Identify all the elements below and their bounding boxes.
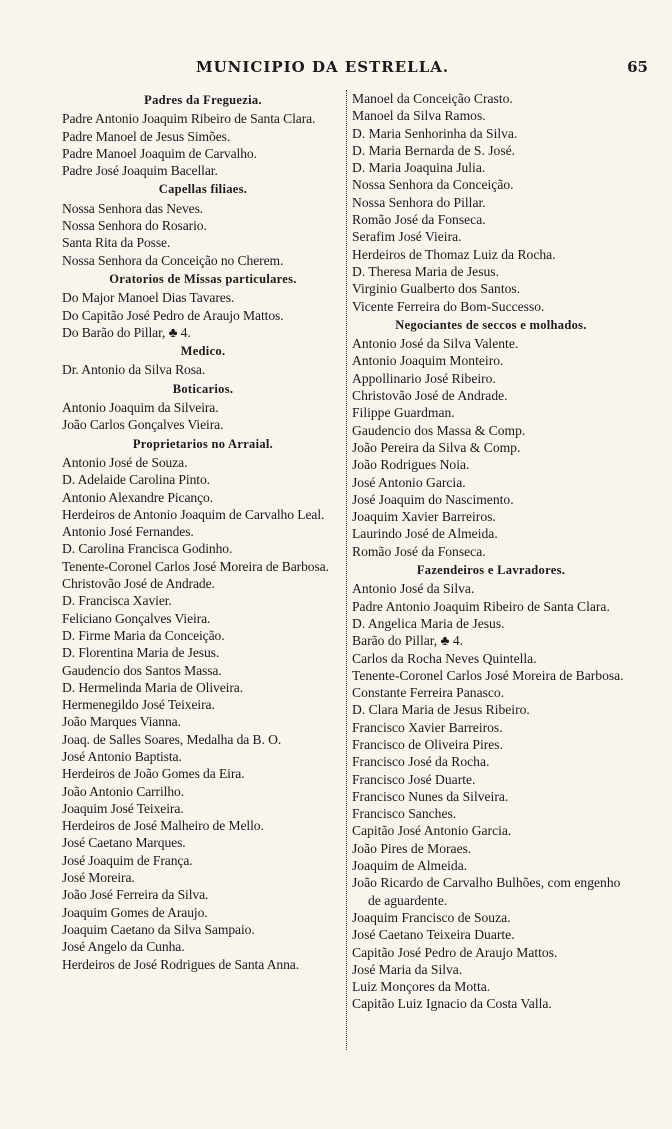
list-item: Gaudencio dos Massa & Comp. (352, 422, 526, 438)
list-item: Tenente-Coronel Carlos José Moreira de Barbosa. (62, 558, 329, 574)
section-heading: Oratorios de Missas particulares. (109, 271, 297, 286)
list-item: Antonio José Fernandes. (62, 524, 194, 540)
list-item: D. Maria Senhorinha da Silva. (352, 125, 518, 141)
list-item: Romão José da Fonseca. (352, 543, 486, 559)
list-item: Francisco José da Rocha. (352, 754, 490, 770)
list-item: Hermenegildo José Teixeira. (62, 697, 215, 713)
list-item: D. Clara Maria de Jesus Ribeiro. (352, 702, 530, 718)
section-heading: Fazendeiros e Lavradores. (416, 563, 566, 578)
section-heading: Negociantes de seccos e molhados. (395, 317, 587, 332)
list-item: D. Theresa Maria de Jesus. (352, 263, 499, 279)
list-item: Joaq. de Salles Soares, Medalha da B. O. (62, 731, 282, 747)
list-item: João Pereira da Silva & Comp. (352, 439, 521, 455)
list-item: José Joaquim do Nascimento. (352, 491, 514, 507)
list-item: Capitão José Pedro de Araujo Mattos. (352, 944, 558, 960)
list-item: Francisco José Duarte. (352, 771, 476, 787)
list-item: Tenente-Coronel Carlos José Moreira de Barbosa. (352, 667, 624, 683)
list-item: Padre José Joaquim Bacellar. (62, 163, 218, 179)
section-heading: Boticarios. (172, 381, 234, 396)
list-item: Barão do Pillar, ♣ 4. (352, 633, 464, 649)
list-item: Do Barão do Pillar, ♣ 4. (62, 324, 191, 340)
list-item: Romão José da Fonseca. (352, 212, 486, 228)
list-item: D. Adelaide Carolina Pinto. (62, 472, 210, 488)
list-item: José Caetano Marques. (62, 835, 186, 851)
list-item: Manoel da Conceição Crasto. (352, 91, 513, 106)
column-divider (346, 90, 347, 1050)
right-column (352, 90, 630, 1013)
list-item: Nossa Senhora das Neves. (62, 200, 204, 216)
list-item: Joaquim José Teixeira. (62, 800, 184, 816)
list-item: João Marques Vianna. (62, 714, 181, 730)
list-item: Padre Manoel Joaquim de Carvalho. (62, 145, 257, 161)
list-item: D. Maria Bernarda de S. José. (352, 142, 516, 158)
list-item: José Antonio Baptista. (62, 748, 182, 764)
list-item: Nossa Senhora da Conceição. (352, 177, 514, 193)
section-heading: Medico. (180, 344, 226, 359)
list-item: Herdeiros de José Rodrigues de Santa Anna. (62, 956, 300, 972)
list-item: D. Angelica Maria de Jesus. (352, 615, 505, 631)
list-item: Nossa Senhora do Rosario. (62, 218, 207, 234)
list-item: João Rodrigues Noia. (352, 457, 470, 473)
section-heading: Padres da Freguezia. (144, 93, 262, 107)
list-item: Vicente Ferreira do Bom-Successo. (352, 298, 545, 314)
list-item: Feliciano Gonçalves Vieira. (62, 610, 211, 626)
list-item: Antonio José de Souza. (62, 454, 188, 470)
list-item: José Caetano Teixeira Duarte. (352, 927, 515, 943)
list-item: Francisco Xavier Barreiros. (352, 719, 503, 735)
list-item: Capitão José Antonio Garcia. (352, 823, 512, 839)
list-item: Gaudencio dos Santos Massa. (62, 662, 222, 678)
list-item: Herdeiros de João Gomes da Eira. (62, 766, 245, 782)
list-item: Padre Manoel de Jesus Simões. (62, 128, 231, 144)
list-item: Antonio Alexandre Picanço. (62, 489, 214, 505)
list-item: José Antonio Garcia. (352, 474, 466, 490)
list-item: Herdeiros de Antonio Joaquim de Carvalho Leal. (62, 506, 325, 522)
list-item: Antonio José da Silva. (352, 581, 475, 597)
section-heading: Proprietarios no Arraial. (132, 436, 274, 451)
list-item: Christovão José de Andrade. (352, 388, 508, 404)
list-item: Do Capitão José Pedro de Araujo Mattos. (62, 307, 284, 323)
page-header (0, 58, 672, 82)
list-item: Filippe Guardman. (352, 405, 455, 421)
page-title: MUNICIPIO DA ESTRELLA. (196, 58, 450, 76)
page-number: 65 (627, 58, 648, 76)
list-item: João Ricardo de Carvalho Bulhões, com engenho de aguardente. (352, 875, 621, 908)
list-item: Antonio Joaquim da Silveira. (62, 400, 219, 416)
list-item: João Pires de Moraes. (352, 840, 472, 856)
list-item: Joaquim Francisco de Souza. (352, 909, 511, 925)
left-column (62, 90, 344, 973)
list-item: João José Ferreira da Silva. (62, 887, 209, 903)
list-item: Serafim José Vieira. (352, 229, 462, 245)
list-item: D. Carolina Francisca Godinho. (62, 541, 233, 557)
list-item: José Moreira. (62, 870, 135, 886)
list-item: Joaquim Gomes de Araujo. (62, 904, 208, 920)
list-item: Herdeiros de José Malheiro de Mello. (62, 818, 264, 834)
list-item: Christovão José de Andrade. (62, 576, 215, 592)
list-item: Joaquim Caetano da Silva Sampaio. (62, 921, 255, 937)
list-item: João Antonio Carrilho. (62, 783, 185, 799)
list-item: Nossa Senhora da Conceição no Cherem. (62, 252, 284, 268)
list-item: D. Florentina Maria de Jesus. (62, 645, 220, 661)
list-item: Francisco Sanches. (352, 806, 457, 822)
section-heading: Capellas filiaes. (158, 182, 248, 197)
list-item: Virginio Gualberto dos Santos. (352, 281, 521, 297)
list-item: Luiz Monçores da Motta. (352, 979, 491, 995)
list-item: Nossa Senhora do Pillar. (352, 194, 486, 210)
list-item: Joaquim Xavier Barreiros. (352, 509, 496, 525)
list-item: Herdeiros de Thomaz Luiz da Rocha. (352, 246, 556, 262)
list-item: José Joaquim de França. (62, 852, 193, 868)
list-item: Joaquim de Almeida. (352, 858, 468, 874)
list-item: Antonio Joaquim Monteiro. (352, 353, 504, 369)
list-item: D. Francisca Xavier. (62, 593, 172, 609)
list-item: Francisco Nunes da Silveira. (352, 788, 509, 804)
list-item: Carlos da Rocha Neves Quintella. (352, 650, 537, 666)
list-item: Padre Antonio Joaquim Ribeiro de Santa Clara. (352, 598, 610, 614)
list-item: João Carlos Gonçalves Vieira. (62, 417, 224, 433)
list-item: Padre Antonio Joaquim Ribeiro de Santa Clara. (62, 111, 316, 127)
list-item: Dr. Antonio da Silva Rosa. (62, 362, 206, 378)
list-item: José Angelo da Cunha. (62, 939, 185, 955)
list-item: Capitão Luiz Ignacio da Costa Valla. (352, 996, 552, 1012)
list-item: Antonio José da Silva Valente. (352, 336, 519, 352)
list-item: D. Maria Joaquina Julia. (352, 160, 486, 176)
list-item: José Maria da Silva. (352, 961, 463, 977)
list-item: Appollinario José Ribeiro. (352, 370, 496, 386)
list-item: Manoel da Silva Ramos. (352, 108, 486, 124)
list-item: D. Hermelinda Maria de Oliveira. (62, 679, 243, 695)
list-item: Francisco de Oliveira Pires. (352, 736, 503, 752)
list-item: Constante Ferreira Panasco. (352, 685, 505, 701)
list-item: Do Major Manoel Dias Tavares. (62, 290, 235, 306)
list-item: D. Firme Maria da Conceição. (62, 627, 225, 643)
list-item: Laurindo José de Almeida. (352, 526, 498, 542)
list-item: Santa Rita da Posse. (62, 235, 171, 251)
